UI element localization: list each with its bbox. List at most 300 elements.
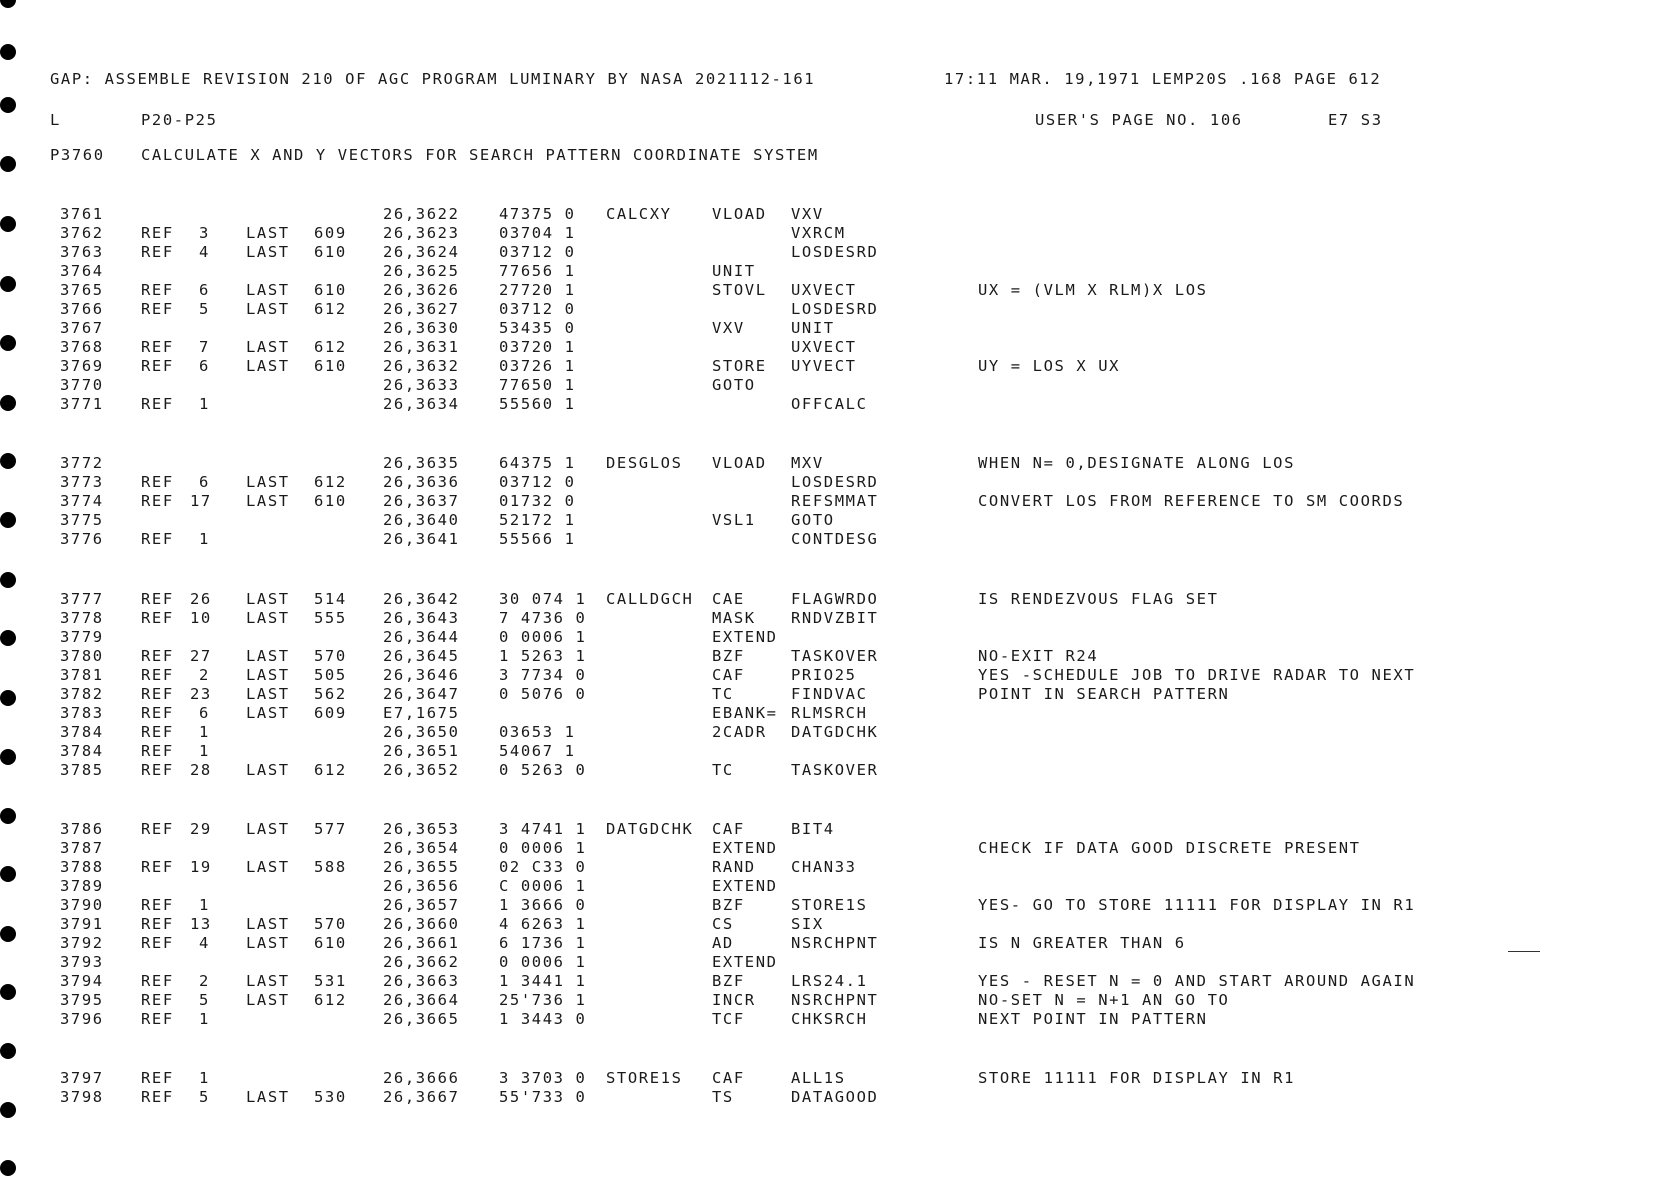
last-tag: LAST — [246, 473, 290, 491]
last-tag: LAST — [246, 761, 290, 779]
last-tag: LAST — [246, 224, 290, 242]
comment: NO-EXIT R24 — [978, 647, 1099, 665]
last-page: 610 — [314, 281, 347, 299]
opcode: TS — [712, 1088, 734, 1106]
line-number: 3786 — [60, 820, 104, 838]
operand: VXRCM — [791, 224, 846, 242]
address: 26,3643 — [383, 609, 460, 627]
operand: MXV — [791, 454, 824, 472]
line-number: 3798 — [60, 1088, 104, 1106]
last-page: 570 — [314, 915, 347, 933]
sprocket-hole — [0, 749, 16, 765]
line-number: 3769 — [60, 357, 104, 375]
operand: STORE1S — [791, 896, 868, 914]
address: 26,3635 — [383, 454, 460, 472]
operand: CONTDESG — [791, 530, 879, 548]
operand: UXVECT — [791, 281, 857, 299]
ref-tag: REF — [141, 492, 174, 510]
sprocket-hole — [0, 216, 16, 232]
operand: LOSDESRD — [791, 243, 879, 261]
ref-tag: REF — [141, 742, 174, 760]
last-page: 610 — [314, 357, 347, 375]
ref-count: 5 — [199, 1088, 210, 1106]
ref-count: 1 — [199, 395, 210, 413]
address: 26,3660 — [383, 915, 460, 933]
address: 26,3632 — [383, 357, 460, 375]
last-page: 612 — [314, 991, 347, 1009]
last-tag: LAST — [246, 972, 290, 990]
ref-tag: REF — [141, 761, 174, 779]
sprocket-hole — [0, 395, 16, 411]
octal-code: 3 3703 0 — [499, 1069, 587, 1087]
operand: ALL1S — [791, 1069, 846, 1087]
section-title: CALCULATE X AND Y VECTORS FOR SEARCH PATTERN COORDINATE SYSTEM — [141, 146, 819, 164]
last-page: 577 — [314, 820, 347, 838]
operand: GOTO — [791, 511, 835, 529]
opcode: INCR — [712, 991, 756, 1009]
operand: BIT4 — [791, 820, 835, 838]
ref-tag: REF — [141, 991, 174, 1009]
sprocket-holes — [0, 0, 30, 1203]
line-number: 3777 — [60, 590, 104, 608]
line-number: 3764 — [60, 262, 104, 280]
operand: DATAGOOD — [791, 1088, 879, 1106]
line-number: 3795 — [60, 991, 104, 1009]
last-page: 610 — [314, 934, 347, 952]
operand: LRS24.1 — [791, 972, 868, 990]
ref-tag: REF — [141, 820, 174, 838]
last-page: 612 — [314, 300, 347, 318]
octal-code: 03712 0 — [499, 243, 576, 261]
octal-code: 53435 0 — [499, 319, 576, 337]
octal-code: 0 5263 0 — [499, 761, 587, 779]
opcode: VXV — [712, 319, 745, 337]
address: 26,3663 — [383, 972, 460, 990]
octal-code: 1 3666 0 — [499, 896, 587, 914]
line-number: 3784 — [60, 723, 104, 741]
operand: RLMSRCH — [791, 704, 868, 722]
address: 26,3661 — [383, 934, 460, 952]
operand: CHAN33 — [791, 858, 857, 876]
last-page: 530 — [314, 1088, 347, 1106]
operand: REFSMMAT — [791, 492, 879, 510]
octal-code: 1 5263 1 — [499, 647, 587, 665]
header-code-l: L — [50, 111, 61, 129]
octal-code: 03712 0 — [499, 473, 576, 491]
opcode: CS — [712, 915, 734, 933]
last-tag: LAST — [246, 915, 290, 933]
last-page: 610 — [314, 492, 347, 510]
sprocket-hole — [0, 926, 16, 942]
line-number: 3792 — [60, 934, 104, 952]
ref-count: 3 — [199, 224, 210, 242]
opcode: AD — [712, 934, 734, 952]
opcode: TC — [712, 761, 734, 779]
ref-tag: REF — [141, 723, 174, 741]
address: 26,3655 — [383, 858, 460, 876]
comment: STORE 11111 FOR DISPLAY IN R1 — [978, 1069, 1296, 1087]
octal-code: 77656 1 — [499, 262, 576, 280]
ref-tag: REF — [141, 896, 174, 914]
operand: DATGDCHK — [791, 723, 879, 741]
opcode: STORE — [712, 357, 767, 375]
comment: NO-SET N = N+1 AN GO TO — [978, 991, 1230, 1009]
last-page: 505 — [314, 666, 347, 684]
octal-code: 77650 1 — [499, 376, 576, 394]
address: 26,3630 — [383, 319, 460, 337]
opcode: VLOAD — [712, 454, 767, 472]
line-number: 3773 — [60, 473, 104, 491]
last-tag: LAST — [246, 243, 290, 261]
address: E7,1675 — [383, 704, 460, 722]
line-number: 3780 — [60, 647, 104, 665]
last-page: 514 — [314, 590, 347, 608]
line-number: 3797 — [60, 1069, 104, 1087]
last-page: 588 — [314, 858, 347, 876]
octal-code: 0 0006 1 — [499, 839, 587, 857]
ref-tag: REF — [141, 972, 174, 990]
ref-count: 5 — [199, 991, 210, 1009]
ref-count: 6 — [199, 473, 210, 491]
address: 26,3642 — [383, 590, 460, 608]
opcode: EXTEND — [712, 839, 778, 857]
ref-tag: REF — [141, 243, 174, 261]
last-page: 609 — [314, 224, 347, 242]
last-tag: LAST — [246, 338, 290, 356]
line-number: 3776 — [60, 530, 104, 548]
line-number: 3775 — [60, 511, 104, 529]
line-number: 3779 — [60, 628, 104, 646]
address: 26,3656 — [383, 877, 460, 895]
sprocket-hole — [0, 276, 16, 292]
comment: IS RENDEZVOUS FLAG SET — [978, 590, 1219, 608]
address: 26,3624 — [383, 243, 460, 261]
ref-count: 28 — [190, 761, 212, 779]
ref-tag: REF — [141, 473, 174, 491]
sprocket-hole — [0, 453, 16, 469]
comment: YES -SCHEDULE JOB TO DRIVE RADAR TO NEXT — [978, 666, 1416, 684]
line-number: 3781 — [60, 666, 104, 684]
address: 26,3627 — [383, 300, 460, 318]
octal-code: 1 3443 0 — [499, 1010, 587, 1028]
last-page: 612 — [314, 338, 347, 356]
sprocket-hole — [0, 984, 16, 1000]
last-tag: LAST — [246, 934, 290, 952]
opcode: TCF — [712, 1010, 745, 1028]
opcode: RAND — [712, 858, 756, 876]
symbol-label: DESGLOS — [606, 454, 683, 472]
address: 26,3641 — [383, 530, 460, 548]
ref-count: 13 — [190, 915, 212, 933]
line-number: 3796 — [60, 1010, 104, 1028]
ref-count: 26 — [190, 590, 212, 608]
ref-tag: REF — [141, 224, 174, 242]
operand: VXV — [791, 205, 824, 223]
header-timestamp: 17:11 MAR. 19,1971 LEMP20S .168 PAGE 612 — [944, 70, 1382, 88]
operand: LOSDESRD — [791, 300, 879, 318]
address: 26,3644 — [383, 628, 460, 646]
scan-mark — [1508, 951, 1540, 952]
address: 26,3657 — [383, 896, 460, 914]
ref-tag: REF — [141, 338, 174, 356]
ref-count: 1 — [199, 896, 210, 914]
ref-tag: REF — [141, 1069, 174, 1087]
line-number: 3787 — [60, 839, 104, 857]
ref-count: 17 — [190, 492, 212, 510]
octal-code: 01732 0 — [499, 492, 576, 510]
line-number: 3782 — [60, 685, 104, 703]
last-page: 612 — [314, 761, 347, 779]
last-page: 562 — [314, 685, 347, 703]
last-tag: LAST — [246, 609, 290, 627]
address: 26,3625 — [383, 262, 460, 280]
opcode: EXTEND — [712, 628, 778, 646]
sprocket-hole — [0, 866, 16, 882]
line-number: 3789 — [60, 877, 104, 895]
address: 26,3662 — [383, 953, 460, 971]
last-tag: LAST — [246, 685, 290, 703]
address: 26,3622 — [383, 205, 460, 223]
octal-code: 03704 1 — [499, 224, 576, 242]
last-page: 609 — [314, 704, 347, 722]
operand: OFFCALC — [791, 395, 868, 413]
ref-count: 6 — [199, 704, 210, 722]
last-page: 555 — [314, 609, 347, 627]
ref-tag: REF — [141, 685, 174, 703]
ref-count: 6 — [199, 281, 210, 299]
sprocket-hole — [0, 97, 16, 113]
ref-count: 27 — [190, 647, 212, 665]
sprocket-hole — [0, 630, 16, 646]
opcode: 2CADR — [712, 723, 767, 741]
ref-count: 10 — [190, 609, 212, 627]
octal-code: 02 C33 0 — [499, 858, 587, 876]
octal-code: 03720 1 — [499, 338, 576, 356]
octal-code: 4 6263 1 — [499, 915, 587, 933]
sprocket-hole — [0, 808, 16, 824]
ref-count: 1 — [199, 1069, 210, 1087]
ref-count: 4 — [199, 243, 210, 261]
ref-tag: REF — [141, 647, 174, 665]
octal-code: 03726 1 — [499, 357, 576, 375]
sprocket-hole — [0, 1102, 16, 1118]
sprocket-hole — [0, 0, 16, 8]
address: 26,3640 — [383, 511, 460, 529]
last-page: 531 — [314, 972, 347, 990]
comment: UY = LOS X UX — [978, 357, 1121, 375]
opcode: BZF — [712, 896, 745, 914]
last-tag: LAST — [246, 820, 290, 838]
line-number: 3793 — [60, 953, 104, 971]
header-title: GAP: ASSEMBLE REVISION 210 OF AGC PROGRAM LUMINARY BY NASA 2021112-161 — [50, 70, 816, 88]
ref-count: 1 — [199, 723, 210, 741]
sprocket-hole — [0, 572, 16, 588]
octal-code: 64375 1 — [499, 454, 576, 472]
address: 26,3651 — [383, 742, 460, 760]
opcode: GOTO — [712, 376, 756, 394]
opcode: STOVL — [712, 281, 767, 299]
line-number: 3767 — [60, 319, 104, 337]
last-tag: LAST — [246, 991, 290, 1009]
ref-tag: REF — [141, 300, 174, 318]
address: 26,3667 — [383, 1088, 460, 1106]
opcode: EBANK= — [712, 704, 778, 722]
octal-code: 3 4741 1 — [499, 820, 587, 838]
line-number: 3791 — [60, 915, 104, 933]
line-number: 3778 — [60, 609, 104, 627]
last-tag: LAST — [246, 281, 290, 299]
opcode: CAF — [712, 1069, 745, 1087]
address: 26,3664 — [383, 991, 460, 1009]
address: 26,3666 — [383, 1069, 460, 1087]
ref-count: 4 — [199, 934, 210, 952]
address: 26,3650 — [383, 723, 460, 741]
ref-tag: REF — [141, 357, 174, 375]
octal-code: 52172 1 — [499, 511, 576, 529]
ref-tag: REF — [141, 590, 174, 608]
section-id: P3760 — [50, 146, 105, 164]
address: 26,3623 — [383, 224, 460, 242]
address: 26,3653 — [383, 820, 460, 838]
ref-count: 5 — [199, 300, 210, 318]
address: 26,3647 — [383, 685, 460, 703]
octal-code: 6 1736 1 — [499, 934, 587, 952]
address: 26,3665 — [383, 1010, 460, 1028]
octal-code: 03653 1 — [499, 723, 576, 741]
last-tag: LAST — [246, 647, 290, 665]
operand: FLAGWRDO — [791, 590, 879, 608]
operand: LOSDESRD — [791, 473, 879, 491]
operand: UNIT — [791, 319, 835, 337]
sprocket-hole — [0, 335, 16, 351]
line-number: 3772 — [60, 454, 104, 472]
operand: UYVECT — [791, 357, 857, 375]
octal-code: C 0006 1 — [499, 877, 587, 895]
comment: CONVERT LOS FROM REFERENCE TO SM COORDS — [978, 492, 1405, 510]
ref-tag: REF — [141, 704, 174, 722]
operand: TASKOVER — [791, 647, 879, 665]
header-section: P20-P25 — [141, 111, 218, 129]
ref-count: 6 — [199, 357, 210, 375]
octal-code: 25'736 1 — [499, 991, 587, 1009]
last-tag: LAST — [246, 666, 290, 684]
opcode: TC — [712, 685, 734, 703]
ref-tag: REF — [141, 1088, 174, 1106]
ref-count: 2 — [199, 972, 210, 990]
ref-tag: REF — [141, 666, 174, 684]
header-bank: E7 S3 — [1328, 111, 1383, 129]
octal-code: 3 7734 0 — [499, 666, 587, 684]
operand: UXVECT — [791, 338, 857, 356]
line-number: 3763 — [60, 243, 104, 261]
sprocket-hole — [0, 512, 16, 528]
symbol-label: DATGDCHK — [606, 820, 694, 838]
comment: NEXT POINT IN PATTERN — [978, 1010, 1208, 1028]
line-number: 3785 — [60, 761, 104, 779]
opcode: CAF — [712, 666, 745, 684]
address: 26,3646 — [383, 666, 460, 684]
line-number: 3766 — [60, 300, 104, 318]
opcode: BZF — [712, 972, 745, 990]
line-number: 3765 — [60, 281, 104, 299]
operand: RNDVZBIT — [791, 609, 879, 627]
octal-code: 03712 0 — [499, 300, 576, 318]
symbol-label: STORE1S — [606, 1069, 683, 1087]
ref-count: 29 — [190, 820, 212, 838]
octal-code: 55'733 0 — [499, 1088, 587, 1106]
octal-code: 30 074 1 — [499, 590, 587, 608]
sprocket-hole — [0, 44, 16, 60]
ref-count: 1 — [199, 530, 210, 548]
operand: NSRCHPNT — [791, 934, 879, 952]
line-number: 3768 — [60, 338, 104, 356]
octal-code: 0 0006 1 — [499, 953, 587, 971]
line-number: 3774 — [60, 492, 104, 510]
address: 26,3652 — [383, 761, 460, 779]
line-number: 3761 — [60, 205, 104, 223]
operand: FINDVAC — [791, 685, 868, 703]
sprocket-hole — [0, 1160, 16, 1176]
operand: TASKOVER — [791, 761, 879, 779]
last-tag: LAST — [246, 492, 290, 510]
opcode: CAF — [712, 820, 745, 838]
last-tag: LAST — [246, 1088, 290, 1106]
address: 26,3637 — [383, 492, 460, 510]
address: 26,3634 — [383, 395, 460, 413]
octal-code: 0 0006 1 — [499, 628, 587, 646]
octal-code: 55566 1 — [499, 530, 576, 548]
sprocket-hole — [0, 156, 16, 172]
octal-code: 0 5076 0 — [499, 685, 587, 703]
line-number: 3770 — [60, 376, 104, 394]
line-number: 3790 — [60, 896, 104, 914]
address: 26,3626 — [383, 281, 460, 299]
opcode: BZF — [712, 647, 745, 665]
opcode: EXTEND — [712, 877, 778, 895]
line-number: 3784 — [60, 742, 104, 760]
line-number: 3783 — [60, 704, 104, 722]
last-tag: LAST — [246, 590, 290, 608]
last-tag: LAST — [246, 704, 290, 722]
ref-tag: REF — [141, 609, 174, 627]
address: 26,3654 — [383, 839, 460, 857]
line-number: 3794 — [60, 972, 104, 990]
operand: SIX — [791, 915, 824, 933]
opcode: VLOAD — [712, 205, 767, 223]
comment: YES - RESET N = 0 AND START AROUND AGAIN — [978, 972, 1416, 990]
line-number: 3788 — [60, 858, 104, 876]
octal-code: 47375 0 — [499, 205, 576, 223]
opcode: EXTEND — [712, 953, 778, 971]
comment: UX = (VLM X RLM)X LOS — [978, 281, 1208, 299]
last-page: 612 — [314, 473, 347, 491]
comment: POINT IN SEARCH PATTERN — [978, 685, 1230, 703]
ref-tag: REF — [141, 1010, 174, 1028]
ref-tag: REF — [141, 915, 174, 933]
last-tag: LAST — [246, 300, 290, 318]
ref-tag: REF — [141, 858, 174, 876]
line-number: 3771 — [60, 395, 104, 413]
ref-count: 2 — [199, 666, 210, 684]
ref-count: 1 — [199, 742, 210, 760]
last-tag: LAST — [246, 357, 290, 375]
header-user-page: USER'S PAGE NO. 106 — [1035, 111, 1243, 129]
address: 26,3633 — [383, 376, 460, 394]
comment: WHEN N= 0,DESIGNATE ALONG LOS — [978, 454, 1296, 472]
symbol-label: CALLDGCH — [606, 590, 694, 608]
ref-tag: REF — [141, 281, 174, 299]
octal-code: 55560 1 — [499, 395, 576, 413]
